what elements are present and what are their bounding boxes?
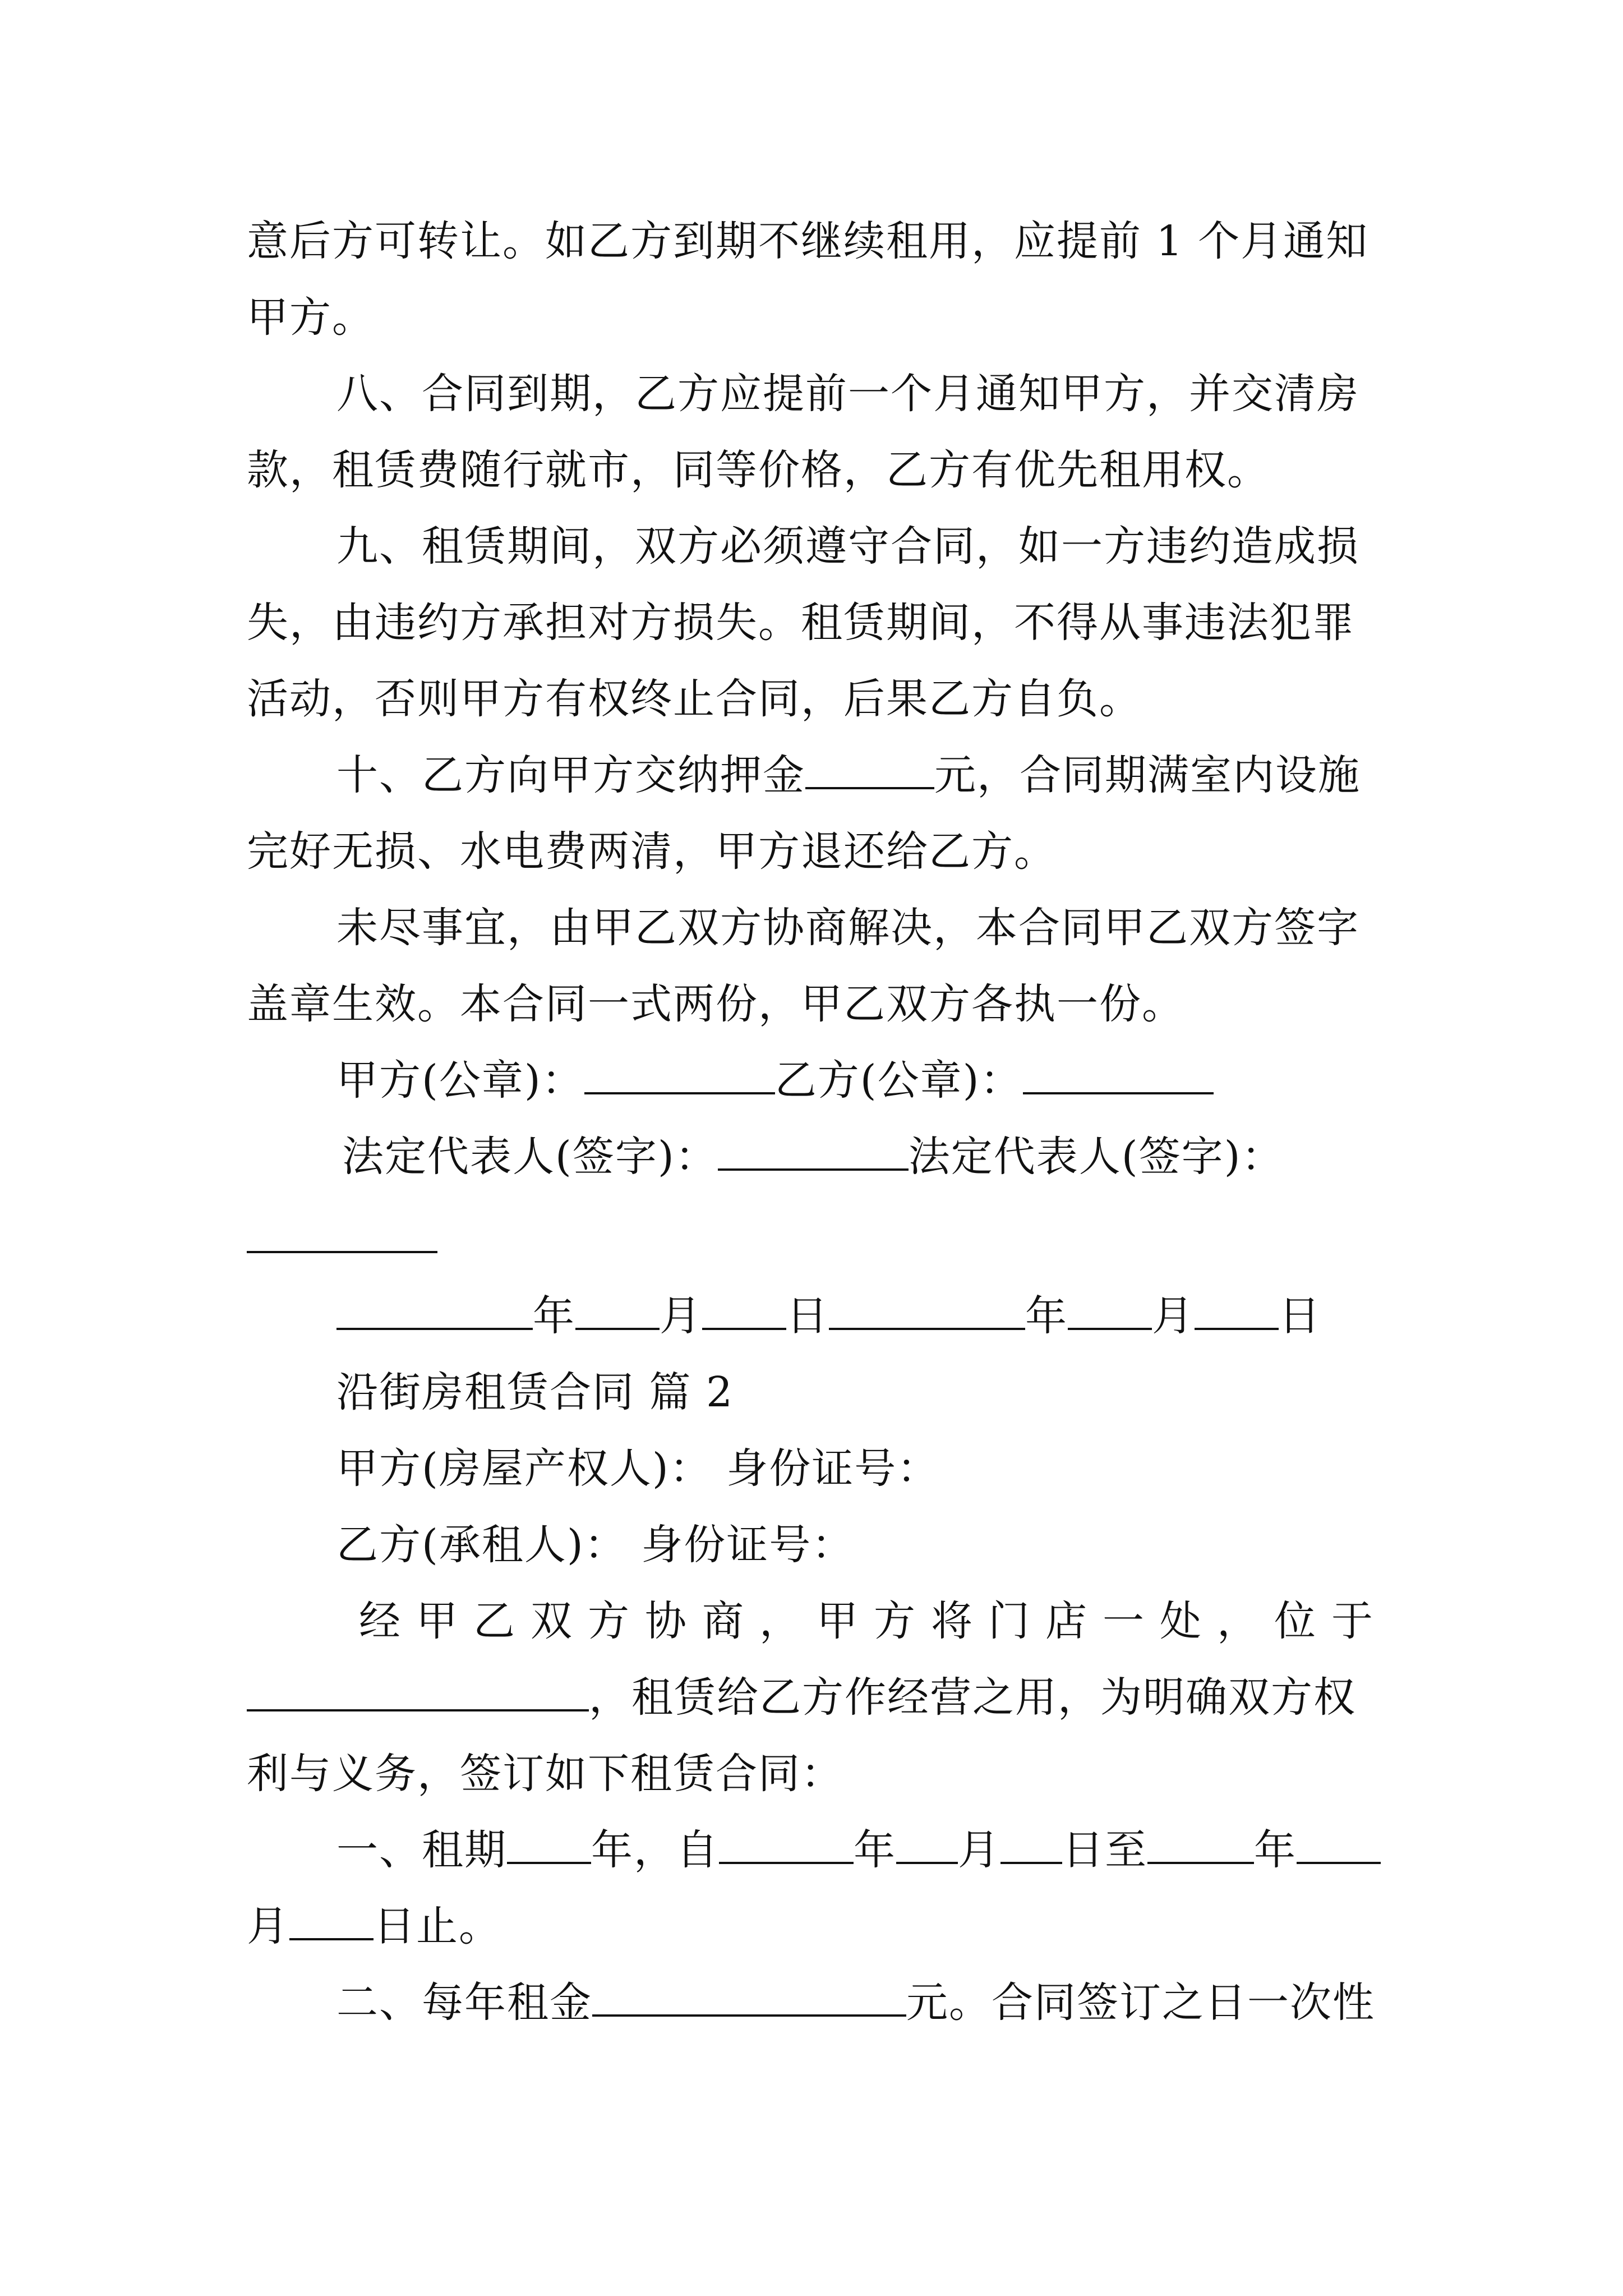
- party-a-rep-blank: [718, 1129, 909, 1171]
- annual-rent-blank: [592, 1975, 906, 2017]
- party-a-seal-blank: [584, 1053, 775, 1094]
- year-blank-a: [336, 1289, 533, 1330]
- term-line-1: 一、租期 年，自 年 月 日至 年: [336, 1811, 1381, 1889]
- year-blank-b: [829, 1289, 1025, 1330]
- date-line: 年 月 日 年 月 日: [336, 1277, 1321, 1355]
- legal-rep-line: 法定代表人(签字)： 法定代表人(签字)：: [342, 1117, 1284, 1196]
- term-years-blank: [507, 1823, 591, 1864]
- end-day-blank: [289, 1899, 374, 1940]
- end-month-blank: [1297, 1823, 1381, 1864]
- party-b-rep-blank: [247, 1251, 437, 1253]
- end-year-blank: [1147, 1823, 1254, 1864]
- section-title: 沿街房租赁合同 篇 2: [336, 1368, 734, 1416]
- term-line-2: 月 日止。: [247, 1887, 501, 1966]
- clause-9-line-2: 失，由违约方承担对方损失。租赁期间，不得从事违法犯罪: [247, 599, 1355, 647]
- clause-8-line-2: 款，租赁费随行就市，同等价格，乙方有优先租用权。: [247, 446, 1270, 494]
- party-b-seal-blank: [1023, 1053, 1214, 1094]
- party-a-info: 甲方(房屋产权人)： 身份证号：: [336, 1444, 940, 1493]
- clause-10-line-2: 完好无损、水电费两清，甲方退还给乙方。: [247, 827, 1057, 876]
- start-year-blank: [719, 1823, 854, 1864]
- clause-10-line-1: 十、乙方向甲方交纳押金 元，合同期满室内设施: [336, 736, 1361, 815]
- rent-line: 二、每年租金 元。合同签订之日一次性: [336, 1963, 1375, 2042]
- month-blank-b: [1068, 1289, 1152, 1330]
- party-seal-line: 甲方(公章)： 乙方(公章)：: [336, 1041, 1214, 1120]
- party-b-info: 乙方(承租人)： 身份证号：: [336, 1521, 855, 1569]
- month-blank-a: [575, 1289, 660, 1330]
- deposit-blank: [805, 748, 934, 789]
- clause-9-line-3: 活动，否则甲方有权终止合同，后果乙方自负。: [247, 675, 1142, 723]
- intro-line-3: 利与义务，签订如下租赁合同：: [247, 1750, 843, 1798]
- text-line-1: 意后方可转让。如乙方到期不继续租用，应提前 1 个月通知: [247, 217, 1369, 265]
- intro-line-2: ，租赁给乙方作经营之用，为明确双方权: [247, 1658, 1356, 1737]
- day-blank-a: [702, 1289, 786, 1330]
- intro-line-1: 经甲乙双方协商，甲方将门店一处，位于: [359, 1597, 1389, 1645]
- closing-line-1: 未尽事宜，由甲乙双方协商解决，本合同甲乙双方签字: [336, 904, 1359, 952]
- closing-line-2: 盖章生效。本合同一式两份，甲乙双方各执一份。: [247, 980, 1184, 1028]
- clause-8-line-1: 八、合同到期，乙方应提前一个月通知甲方，并交清房: [336, 370, 1359, 418]
- clause-9-line-1: 九、租赁期间，双方必须遵守合同，如一方违约造成损: [336, 522, 1359, 570]
- start-month-blank: [896, 1823, 958, 1864]
- start-day-blank: [1000, 1823, 1062, 1864]
- text-line-2: 甲方。: [247, 293, 375, 342]
- location-blank: [247, 1670, 589, 1711]
- day-blank-b: [1195, 1289, 1279, 1330]
